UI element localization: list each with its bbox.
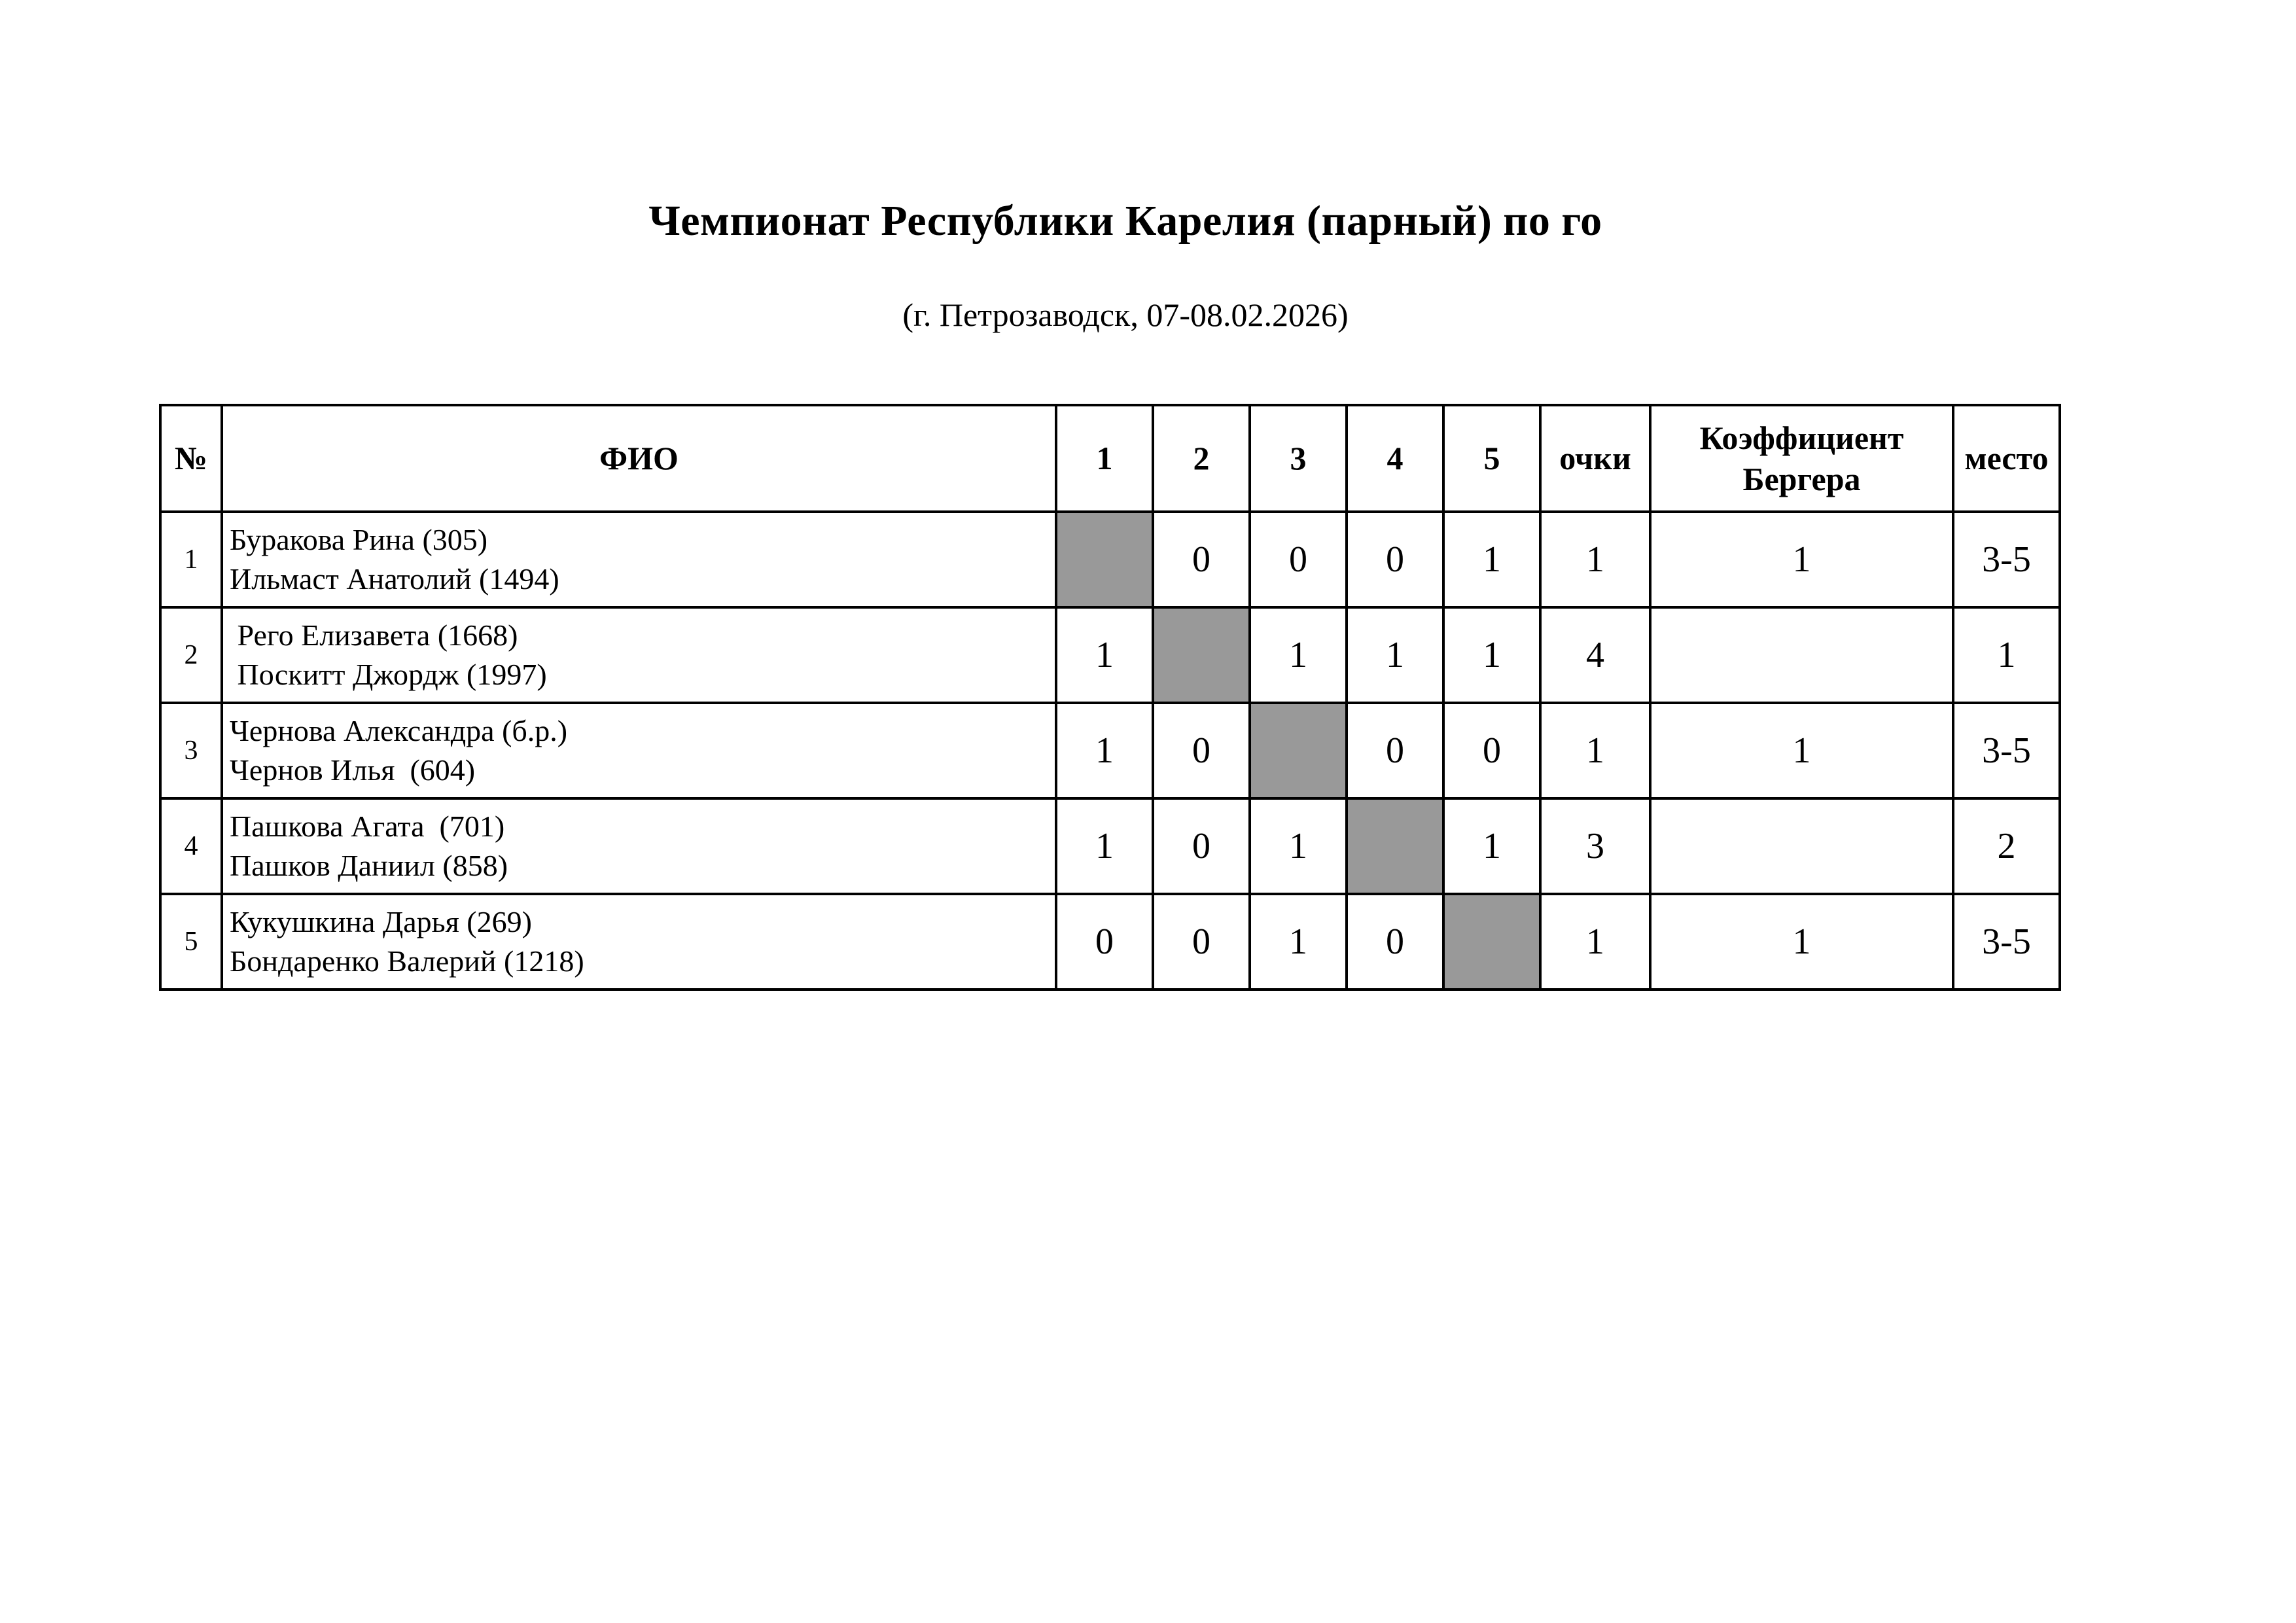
table-row-4 <box>160 798 2060 894</box>
col-header-round-4: 4 <box>1347 405 1443 512</box>
player-name-line2: Бондаренко Валерий (1218) <box>230 944 584 978</box>
result-cell: 1 <box>1250 607 1347 703</box>
col-header-round-1: 1 <box>1056 405 1153 512</box>
result-cell: 0 <box>1443 703 1540 798</box>
result-cell: 0 <box>1347 703 1443 798</box>
place-cell: 3-5 <box>1953 512 2060 607</box>
player-name-line1: Рего Елизавета (1668) <box>230 618 518 652</box>
player-names <box>222 798 1056 894</box>
result-cell-self <box>1250 703 1347 798</box>
result-cell: 0 <box>1153 798 1250 894</box>
col-header-number: № <box>160 405 222 512</box>
result-cell: 1 <box>1347 607 1443 703</box>
result-cell-self <box>1153 607 1250 703</box>
player-name-line1: Кукушкина Дарья (269) <box>230 905 532 939</box>
points-cell: 1 <box>1540 512 1650 607</box>
result-cell: 1 <box>1443 607 1540 703</box>
result-cell: 1 <box>1250 894 1347 990</box>
result-cell: 1 <box>1443 512 1540 607</box>
table-row-2 <box>160 607 2060 703</box>
result-cell: 1 <box>1443 798 1540 894</box>
player-names <box>222 512 1056 607</box>
result-cell: 0 <box>1347 512 1443 607</box>
berger-cell <box>1650 798 1953 894</box>
points-cell: 3 <box>1540 798 1650 894</box>
table-row-3 <box>160 703 2060 798</box>
col-header-place: место <box>1953 405 2060 512</box>
points-cell: 1 <box>1540 894 1650 990</box>
col-header-round-3: 3 <box>1250 405 1347 512</box>
place-cell: 1 <box>1953 607 2060 703</box>
table-header <box>160 405 2060 512</box>
player-names <box>222 894 1056 990</box>
points-cell: 1 <box>1540 703 1650 798</box>
result-cell: 1 <box>1056 607 1153 703</box>
result-cell: 0 <box>1056 894 1153 990</box>
table-row-1 <box>160 512 2060 607</box>
result-cell-self <box>1443 894 1540 990</box>
result-cell: 0 <box>1347 894 1443 990</box>
result-cell-self <box>1347 798 1443 894</box>
result-cell: 1 <box>1056 798 1153 894</box>
col-header-points: очки <box>1540 405 1650 512</box>
points-cell: 4 <box>1540 607 1650 703</box>
player-name-line2: Чернов Илья (604) <box>230 753 476 787</box>
row-number: 1 <box>160 512 222 607</box>
player-name-line1: Буракова Рина (305) <box>230 523 488 557</box>
col-header-fio: ФИО <box>222 405 1056 512</box>
page-title: Чемпионат Республики Карелия (парный) по го <box>648 197 1602 245</box>
col-header-round-2: 2 <box>1153 405 1250 512</box>
result-cell: 1 <box>1250 798 1347 894</box>
player-name-line2: Пашков Даниил (858) <box>230 849 508 882</box>
row-number: 4 <box>160 798 222 894</box>
player-names <box>222 607 1056 703</box>
berger-cell: 1 <box>1650 703 1953 798</box>
berger-cell: 1 <box>1650 512 1953 607</box>
col-header-round-5: 5 <box>1443 405 1540 512</box>
player-name-line2: Ильмаст Анатолий (1494) <box>230 562 559 596</box>
player-names <box>222 703 1056 798</box>
row-number: 3 <box>160 703 222 798</box>
page-subtitle: (г. Петрозаводск, 07-08.02.2026) <box>902 296 1349 333</box>
place-cell: 2 <box>1953 798 2060 894</box>
row-number: 5 <box>160 894 222 990</box>
player-name-line1: Чернова Александра (б.р.) <box>230 714 568 748</box>
player-name-line2: Поскитт Джордж (1997) <box>230 658 547 691</box>
result-cell: 1 <box>1056 703 1153 798</box>
result-cell: 0 <box>1153 894 1250 990</box>
result-cell: 0 <box>1153 703 1250 798</box>
result-cell-self <box>1056 512 1153 607</box>
header-row <box>160 405 2060 512</box>
berger-cell: 1 <box>1650 894 1953 990</box>
col-header-berger: Коэффициент Бергера <box>1650 405 1953 512</box>
tournament-crosstable <box>159 404 2061 991</box>
table-body <box>160 512 2060 990</box>
place-cell: 3-5 <box>1953 894 2060 990</box>
row-number: 2 <box>160 607 222 703</box>
table-row-5 <box>160 894 2060 990</box>
player-name-line1: Пашкова Агата (701) <box>230 810 505 844</box>
result-cell: 0 <box>1153 512 1250 607</box>
result-cell: 0 <box>1250 512 1347 607</box>
berger-cell <box>1650 607 1953 703</box>
place-cell: 3-5 <box>1953 703 2060 798</box>
